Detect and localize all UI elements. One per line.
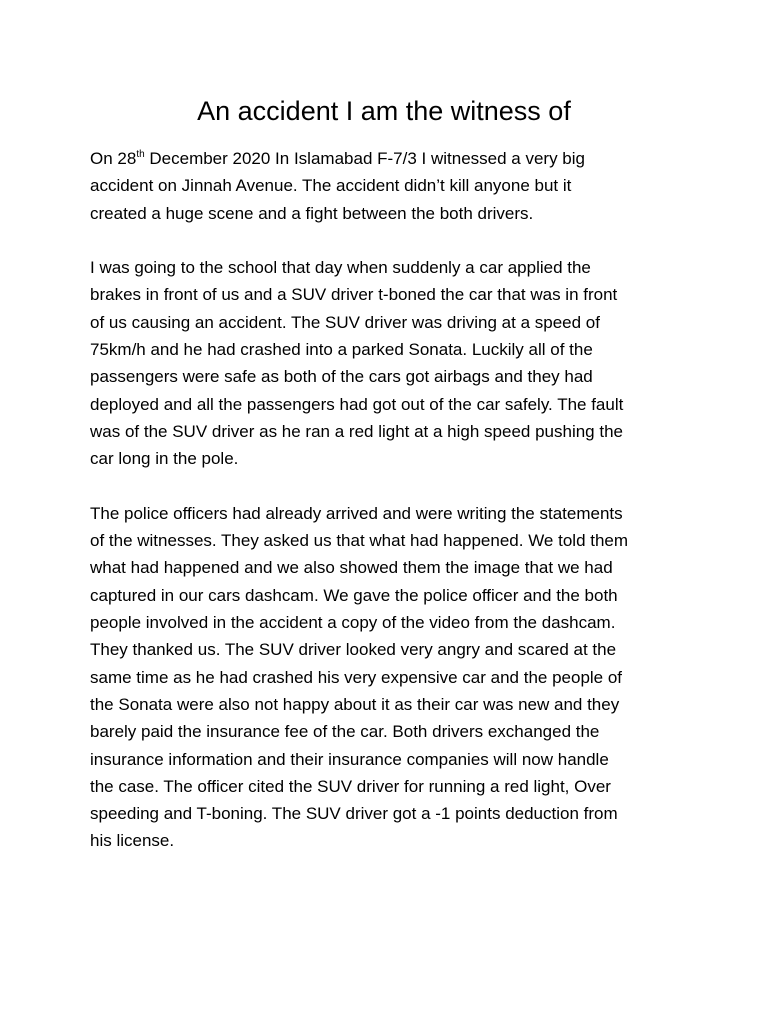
ordinal-suffix: th <box>136 149 145 160</box>
paragraph-line: brakes in front of us and a SUV driver t-boned the car that was in front <box>90 285 618 305</box>
paragraph-line: captured in our cars dashcam. We gave the police officer and the both <box>90 585 618 605</box>
paragraph-line: The police officers had already arrived and were writing the statements <box>90 503 623 523</box>
paragraph-line: people involved in the accident a copy of the video from the dashcam. <box>90 613 616 633</box>
paragraph-line: insurance information and their insurance companies will now handle <box>90 749 609 769</box>
paragraph-3 <box>90 500 690 855</box>
paragraph-line <box>90 145 690 172</box>
date-day: On 28 <box>90 149 137 168</box>
paragraph-line: what had happened and we also showed them the image that we had <box>90 558 613 578</box>
paragraph-line: was of the SUV driver as he ran a red light at a high speed pushing the <box>90 421 623 441</box>
paragraph-line: of us causing an accident. The SUV driver was driving at a speed of <box>90 312 600 332</box>
paragraph-line: same time as he had crashed his very expensive car and the people of <box>90 667 623 687</box>
paragraph-line: They thanked us. The SUV driver looked very angry and scared at the <box>90 640 617 660</box>
document-body <box>90 145 690 882</box>
paragraph-line: accident on Jinnah Avenue. The accident didn’t kill anyone but it <box>90 176 572 196</box>
paragraph-line: the Sonata were also not happy about it as their car was new and they <box>90 694 620 714</box>
paragraph-line: of the witnesses. They asked us that what had happened. We told them <box>90 531 629 551</box>
paragraph-line: the case. The officer cited the SUV driver for running a red light, Over <box>90 776 611 796</box>
paragraph-line: car long in the pole. <box>90 449 239 469</box>
paragraph-line: created a huge scene and a fight between the both drivers. <box>90 203 534 223</box>
paragraph-line: passengers were safe as both of the cars got airbags and they had <box>90 367 593 387</box>
paragraph-line: 75km/h and he had crashed into a parked Sonata. Luckily all of the <box>90 340 593 360</box>
document-title: An accident I am the witness of <box>197 96 571 126</box>
paragraph-line: I was going to the school that day when suddenly a car applied the <box>90 258 591 278</box>
line-text: December 2020 In Islamabad F-7/3 I witnessed a very big <box>144 149 585 168</box>
paragraph-line: deployed and all the passengers had got out of the car safely. The fault <box>90 394 624 414</box>
paragraph-2 <box>90 254 690 472</box>
paragraph-line: speeding and T-boning. The SUV driver got a -1 points deduction from <box>90 804 618 824</box>
paragraph-line: his license. <box>90 831 175 851</box>
paragraph-line: barely paid the insurance fee of the car. Both drivers exchanged the <box>90 722 600 742</box>
paragraph-1 <box>90 145 690 227</box>
